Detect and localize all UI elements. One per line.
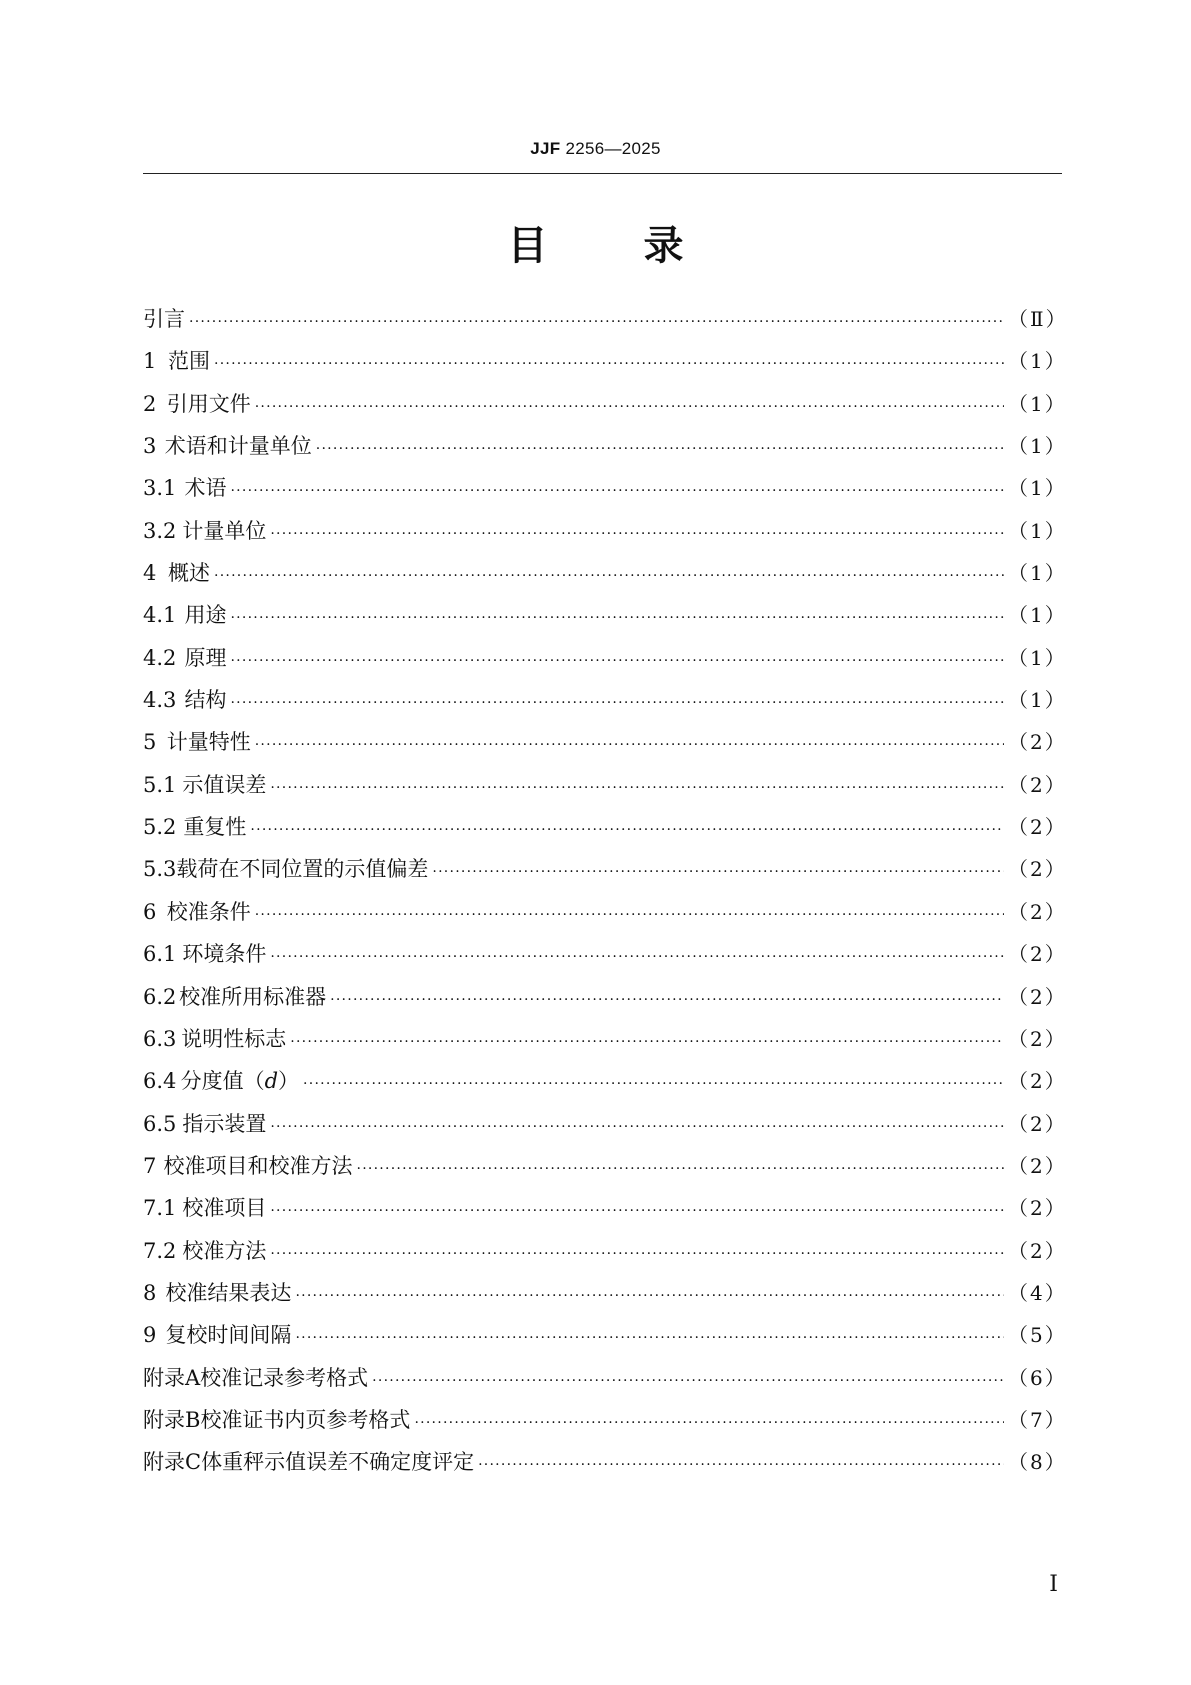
toc-leader [330, 972, 1004, 1017]
toc-entry-title: 指示装置 [182, 1111, 267, 1136]
toc-entry-page: （1） [1008, 476, 1067, 501]
toc-entry-title: 重复性 [183, 815, 247, 840]
toc-leader [357, 1141, 1005, 1186]
toc-entry[interactable] [143, 383, 1067, 425]
toc-leader [189, 294, 1004, 339]
toc-leader [230, 590, 1004, 635]
toc-entry-title: 复校时间间隔 [165, 1323, 292, 1348]
table-of-contents [143, 298, 1068, 1484]
toc-entry-page: （2） [1008, 1026, 1067, 1051]
toc-entry[interactable] [143, 1314, 1067, 1356]
toc-leader [270, 760, 1004, 805]
toc-entry-title: 计量特性 [166, 730, 251, 755]
toc-entry-page: （1） [1008, 645, 1067, 670]
division-symbol: d [264, 1069, 279, 1094]
toc-entry-number: 9 [143, 1323, 157, 1348]
toc-leader [270, 929, 1004, 974]
toc-entry-page: （4） [1008, 1280, 1067, 1305]
toc-leader [303, 1056, 1004, 1101]
toc-entry[interactable] [143, 425, 1067, 467]
toc-entry[interactable] [143, 594, 1067, 636]
toc-entry-title: 校准项目 [182, 1196, 267, 1221]
toc-leader [255, 887, 1004, 932]
toc-entry[interactable] [143, 340, 1067, 382]
toc-leader [270, 1183, 1004, 1228]
toc-leader [255, 717, 1004, 762]
toc-entry[interactable] [143, 467, 1067, 509]
toc-entry[interactable] [143, 1060, 1067, 1102]
toc-leader [214, 548, 1004, 593]
toc-entry-title: 校准记录参考格式 [200, 1365, 369, 1390]
toc-entry-title: 计量单位 [182, 518, 267, 543]
title-char-1: 目 [507, 223, 548, 269]
toc-entry-number: 6.2 [143, 984, 177, 1009]
toc-entry-page: （1） [1008, 391, 1067, 416]
toc-entry[interactable] [143, 1357, 1067, 1399]
page-title [0, 218, 1191, 274]
toc-entry-number: 7.1 [143, 1196, 177, 1221]
toc-entry[interactable] [143, 1018, 1067, 1060]
toc-leader [295, 1310, 1004, 1355]
toc-entry-number: 5.1 [143, 772, 177, 797]
toc-entry-page: （1） [1008, 561, 1067, 586]
toc-entry-number: 6.4 [143, 1069, 177, 1094]
toc-entry-page: （5） [1008, 1323, 1067, 1348]
toc-entry-page: （1） [1008, 349, 1067, 374]
toc-entry-number: 6.3 [143, 1026, 177, 1051]
toc-entry[interactable] [143, 976, 1067, 1018]
toc-entry-number: 3.2 [143, 518, 177, 543]
toc-leader [414, 1395, 1004, 1440]
toc-entry-title: 校准条件 [166, 899, 251, 924]
toc-leader [250, 802, 1004, 847]
toc-leader [270, 1226, 1004, 1271]
toc-entry-number: 4.2 [143, 645, 177, 670]
toc-entry[interactable] [143, 510, 1067, 552]
toc-entry-page: （1） [1008, 434, 1067, 459]
toc-entry-title: 示值误差 [182, 772, 267, 797]
toc-entry[interactable] [143, 1272, 1067, 1314]
toc-entry-page: （1） [1008, 603, 1067, 628]
toc-leader [295, 1268, 1004, 1313]
toc-entry-number: 附录B [143, 1407, 201, 1432]
toc-entry-page: （6） [1008, 1365, 1067, 1390]
document-header [0, 139, 1191, 159]
toc-entry[interactable] [143, 679, 1067, 721]
toc-entry-number: 7.2 [143, 1238, 177, 1263]
title-char-2: 录 [643, 223, 684, 269]
toc-entry[interactable] [143, 637, 1067, 679]
toc-entry-title: 结构 [184, 688, 227, 713]
toc-entry-page: （2） [1008, 772, 1067, 797]
toc-entry-page: （2） [1008, 857, 1067, 882]
toc-entry-number: 6 [143, 899, 157, 924]
toc-entry-title: 载荷在不同位置的示值偏差 [176, 857, 429, 882]
toc-entry-number: 5 [143, 730, 157, 755]
toc-entry-page: （1） [1008, 688, 1067, 713]
toc-entry-page: （2） [1008, 1111, 1067, 1136]
toc-entry-number: 4.3 [143, 688, 177, 713]
toc-entry-number: 5.3 [143, 857, 177, 882]
toc-entry[interactable] [143, 1187, 1067, 1229]
toc-entry[interactable] [143, 933, 1067, 975]
toc-entry-title: 原理 [184, 645, 227, 670]
toc-entry-title: 校准证书内页参考格式 [200, 1407, 411, 1432]
toc-entry-number: 附录C [143, 1450, 202, 1475]
toc-entry-title: 校准结果表达 [165, 1280, 292, 1305]
toc-entry[interactable] [143, 298, 1068, 340]
toc-entry-number: 4 [143, 561, 157, 586]
toc-entry-page: （2） [1008, 984, 1067, 1009]
toc-leader [270, 506, 1004, 551]
toc-entry-number: 1 [143, 349, 157, 374]
toc-entry-number: 5.2 [143, 815, 177, 840]
toc-entry-number: 7 [143, 1153, 157, 1178]
toc-entry-number: 4.1 [143, 603, 177, 628]
toc-entry-number: 3.1 [143, 476, 177, 501]
toc-leader [230, 463, 1004, 508]
toc-entry-title: 校准项目和校准方法 [163, 1153, 353, 1178]
toc-entry-number: 附录A [143, 1365, 201, 1390]
toc-leader [230, 675, 1004, 720]
toc-entry-title: 术语 [184, 476, 227, 501]
toc-entry[interactable] [143, 806, 1067, 848]
toc-entry-title: 术语和计量单位 [164, 434, 312, 459]
toc-entry[interactable] [143, 721, 1067, 763]
toc-entry-number: 3 [143, 434, 157, 459]
toc-entry-title: 体重秤示值误差不确定度评定 [201, 1450, 475, 1475]
standard-code: JJF [530, 139, 561, 158]
toc-entry[interactable] [143, 764, 1067, 806]
toc-entry-title: 范围 [168, 349, 210, 374]
toc-entry-title: 概述 [168, 561, 210, 586]
toc-entry-number: 6.1 [143, 942, 177, 967]
toc-entry[interactable] [143, 552, 1067, 594]
toc-leader [270, 1099, 1004, 1144]
toc-entry-page: （2） [1008, 942, 1067, 967]
page-folio: Ⅰ [1049, 1572, 1058, 1597]
toc-entry-title: 说明性标志 [181, 1026, 287, 1051]
toc-entry[interactable] [143, 848, 1067, 890]
toc-entry-title: 引言 [143, 307, 185, 331]
toc-entry-number: 6.5 [143, 1111, 177, 1136]
toc-entry-title: 分度值（d） [180, 1069, 300, 1094]
toc-entry-page: （2） [1008, 1238, 1067, 1263]
toc-entry-page: （2） [1008, 730, 1067, 755]
toc-entry[interactable] [143, 1441, 1067, 1483]
toc-entry-page: （2） [1008, 815, 1067, 840]
toc-leader [255, 379, 1004, 424]
toc-entry-page: （2） [1008, 1196, 1067, 1221]
toc-leader [316, 421, 1004, 466]
toc-entry-page: （2） [1008, 1153, 1067, 1178]
toc-entry-page: （8） [1008, 1450, 1067, 1475]
toc-entry-title: 校准方法 [182, 1238, 267, 1263]
toc-entry-title: 用途 [184, 603, 227, 628]
toc-entry-title: 校准所用标准器 [179, 984, 327, 1009]
toc-entry-page: （2） [1008, 899, 1067, 924]
toc-leader [432, 844, 1004, 889]
toc-leader [214, 336, 1004, 381]
toc-entry[interactable] [143, 1103, 1067, 1145]
standard-number: 2256—2025 [565, 139, 661, 158]
toc-entry-number: 8 [143, 1280, 157, 1305]
toc-leader [290, 1014, 1004, 1059]
header-rule [143, 173, 1062, 174]
toc-entry-page: （1） [1008, 518, 1067, 543]
toc-leader [230, 633, 1004, 678]
toc-entry-title: 引用文件 [166, 391, 251, 416]
toc-entry-number: 2 [143, 391, 157, 416]
toc-entry[interactable] [143, 891, 1067, 933]
toc-entry[interactable] [143, 1230, 1067, 1272]
toc-leader [478, 1437, 1004, 1482]
toc-entry-page: （7） [1008, 1407, 1067, 1432]
toc-entry[interactable] [143, 1145, 1067, 1187]
toc-entry-title: 环境条件 [182, 942, 267, 967]
toc-entry[interactable] [143, 1399, 1067, 1441]
toc-entry-page: （Ⅱ） [1008, 307, 1068, 331]
toc-entry-page: （2） [1008, 1069, 1067, 1094]
toc-leader [372, 1353, 1004, 1398]
